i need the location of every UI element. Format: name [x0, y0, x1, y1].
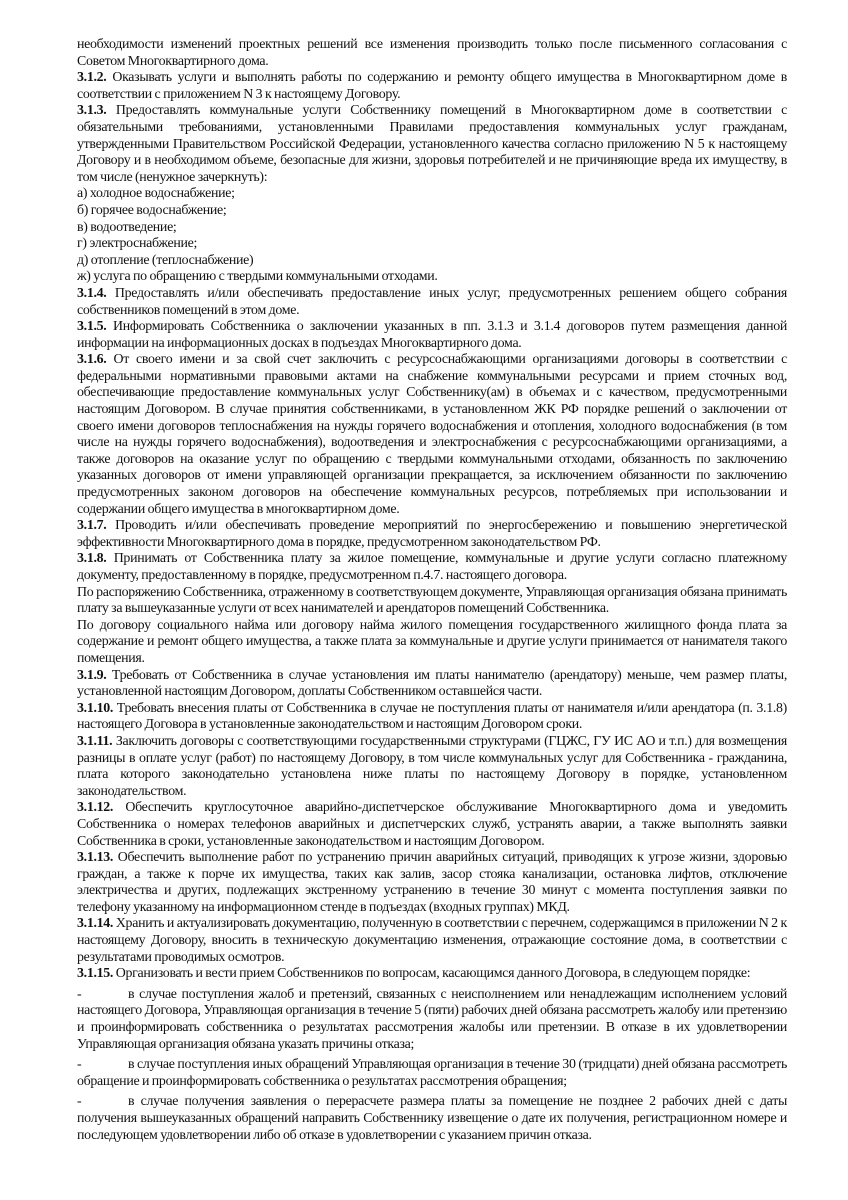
bullet-text: в случае получения заявления о перерасчете размера платы за помещение не позднее 2 рабочих дней с даты получения вышеуказанных обращений направить Собственнику извещение о дате их получения, регистрационном номере и последующем удовлетворении либо об отказе в удовлетворении с указанием причин отказа.: [77, 1094, 787, 1143]
clause-number: 3.1.4.: [77, 285, 107, 301]
list-item: б) горячее водоснабжение;: [77, 202, 227, 218]
paragraph-continuation: [77, 37, 787, 70]
clause-text: Предоставлять и/или обеспечивать предоставление иных услуг, предусмотренных решением общего собрания собственников помещений в этом доме.: [77, 285, 787, 318]
dash-marker: -: [77, 1094, 82, 1110]
clause-text: Заключить договоры с соответствующими государственными структурами (ГЦЖС, ГУ ИС АО и т.п.) для возмещения разницы в оплате услуг (работ) по настоящему Договору, в том числе коммунальных услуг для Собственника - гражданина, плата которого законодательно установлена ниже платы по настоящему Договору в порядке, установленном законодательством.: [77, 733, 787, 799]
clause-number: 3.1.2.: [77, 70, 107, 86]
clause-text: По распоряжению Собственника, отраженному в соответствующем документе, Управляющая организация обязана принимать плату за вышеуказанные услуги от всех нанимателей и арендаторов помещений Собственника.: [77, 584, 787, 617]
clause-3-1-4: [77, 286, 787, 319]
clause-text: По договору социального найма или договору найма жилого помещения государственного жилищного фонда плата за содержание и ремонт общего имущества, а также плата за коммунальные и другие услуги принимается от нанимателя такого помещения.: [77, 617, 787, 666]
clause-text: Хранить и актуализировать документацию, полученную в соответствии с перечнем, содержащимся в приложении N 2 к настоящему Договору, вносить в техническую документацию изменения, отражающие состояние дома, в соответствии с результатами проводимых осмотров.: [77, 916, 787, 965]
clause-text: Обеспечить выполнение работ по устранению причин аварийных ситуаций, приводящих к угрозе жизни, здоровью граждан, а также к порче их имущества, таких как залив, засор стояка канализации, остановка лифтов, отключение электричества и других, подлежащих экстренному устранению в течение 30 минут с момента поступления заявки по телефону указанному на информационном стенде в подъездах (входных группах) МКД.: [77, 850, 787, 915]
clause-number: 3.1.3.: [77, 103, 107, 119]
clause-3-1-11: [77, 734, 787, 800]
clause-text: Требовать внесения платы от Собственника в случае не поступления платы от нанимателя и/или арендатора (п. 3.1.8) настоящего Договора в установленные законодательством и настоящим Договором сроки.: [77, 700, 787, 733]
dash-marker: -: [77, 1057, 82, 1073]
dash-marker: -: [77, 986, 82, 1002]
clause-3-1-6: [77, 352, 787, 518]
clause-3-1-9: [77, 668, 787, 701]
clause-3-1-12: [77, 800, 787, 850]
clause-number: 3.1.15.: [77, 966, 114, 982]
clause-3-1-7: [77, 518, 787, 551]
bullet-item: [77, 1057, 787, 1090]
services-list: [77, 186, 787, 286]
clause-text: Обеспечить круглосуточное аварийно-диспетчерское обслуживание Многоквартирного дома и уведомить Собственника о номерах телефонов аварийных и диспетчерских служб, устранять аварии, а также выполнять заявки Собственника в сроки, установленные законодательством и настоящим Договором.: [77, 800, 787, 849]
list-item: а) холодное водоснабжение;: [77, 186, 235, 202]
clause-3-1-15: [77, 966, 787, 983]
list-item: д) отопление (теплоснабжение): [77, 252, 254, 268]
clause-3-1-2: [77, 70, 787, 103]
clause-3-1-14: [77, 916, 787, 966]
clause-3-1-3: [77, 103, 787, 186]
clause-text: Проводить и/или обеспечивать проведение мероприятий по энергосбережению и повышению энергетической эффективности Многоквартирного дома в порядке, предусмотренном законодательством РФ.: [77, 518, 787, 550]
clause-number: 3.1.10.: [77, 700, 114, 716]
list-item: в) водоотведение;: [77, 219, 177, 235]
clause-3-1-10: [77, 701, 787, 734]
bullet-item: [77, 987, 787, 1053]
clause-number: 3.1.14.: [77, 916, 114, 932]
clause-text: Информировать Собственника о заключении указанных в пп. 3.1.3 и 3.1.4 договоров путем размещения данной информации на информационных досках в подъездах Многоквартирного дома.: [77, 319, 787, 351]
clause-3-1-8-paragraph-2: [77, 585, 787, 618]
list-item: г) электроснабжение;: [77, 236, 198, 252]
clause-number: 3.1.13.: [77, 850, 114, 866]
clause-3-1-8-paragraph-3: [77, 618, 787, 668]
clause-number: 3.1.8.: [77, 551, 107, 567]
clause-text: От своего имени и за свой счет заключить с ресурсоснабжающими организациями договоры в соответствии с федеральными нормативными правовыми актами на снабжение коммунальными ресурсами и прием сточных вод, обеспечивающие предоставление коммунальных услуг Собственнику(ам) в объемах и с качеством, предусмотренными настоящим Договором. В случае принятия собственниками, в установленном ЖК РФ порядке решений о заключении от своего имени договоров теплоснабжения на нужды горячего водоснабжения и отопления, холодного водоснабжения (в том числе на нужды горячего водоснабжения), водоотведения и электроснабжения с ресурсоснабжающими организациями, а также договоров на оказание услуг по обращению с твердыми коммунальными отходами, обязанность по заключению указанных договоров от имени управляющей организации прекращается, за исключением обязанности по заключению предусмотренных законом договоров на обеспечение коммунальных ресурсов, потребляемых при использовании и содержании общего имущества в многоквартирном доме.: [77, 352, 787, 517]
clause-number: 3.1.7.: [77, 518, 107, 534]
clause-number: 3.1.11.: [77, 733, 113, 749]
clause-number: 3.1.5.: [77, 319, 107, 335]
bullet-text: в случае поступления жалоб и претензий, связанных с неисполнением или ненадлежащим исполнением условий настоящего Договора, Управляющая организация в течение 5 (пяти) рабочих дней обязана рассмотреть жалобу или претензию и проинформировать собственника о результатах рассмотрения жалобы или претензии. В отказе в их удовлетворении Управляющая организация обязана указать причины отказа;: [77, 986, 787, 1052]
clause-number: 3.1.12.: [77, 800, 114, 816]
clause-text: Принимать от Собственника плату за жилое помещение, коммунальные и другие услуги согласно платежному документу, предоставленному в порядке, предусмотренном п.4.7. настоящего договора.: [77, 551, 787, 583]
clause-number: 3.1.9.: [77, 667, 107, 683]
clause-3-1-8: [77, 551, 787, 584]
clause-text: Предоставлять коммунальные услуги Собственнику помещений в Многоквартирном доме в соответствии с обязательными требованиями, установленными Правилами предоставления коммунальных услуг гражданам, утвержденными Правительством Российской Федерации, установленного качества согласно приложению N 5 к настоящему Договору и в необходимом объеме, безопасные для жизни, здоровья потребителей и не причиняющие вреда их имуществу, в том числе (ненужное зачеркнуть):: [77, 103, 787, 185]
clause-text: Требовать от Собственника в случае установления им платы нанимателю (арендатору) меньше, чем размер платы, установленной настоящим Договором, доплаты Собственником оставшейся части.: [77, 667, 787, 700]
clause-text: Оказывать услуги и выполнять работы по содержанию и ремонту общего имущества в Многоквартирном доме в соответствии с приложением N 3 к настоящему Договору.: [77, 70, 787, 102]
clause-text: Организовать и вести прием Собственников по вопросам, касающимся данного Договора, в следующем порядке:: [113, 966, 751, 982]
clause-3-1-5: [77, 319, 787, 352]
clause-3-1-13: [77, 850, 787, 916]
bullet-item: [77, 1094, 787, 1144]
bullet-text: в случае поступления иных обращений Управляющая организация в течение 30 (тридцати) дней обязана рассмотреть обращение и проинформировать собственника о результатах рассмотрения обращения;: [77, 1057, 787, 1089]
paragraph-text: необходимости изменений проектных решений все изменения производить только после письменного согласования с Советом Многоквартирного дома.: [77, 37, 787, 69]
list-item: ж) услуга по обращению с твердыми коммунальными отходами.: [77, 269, 438, 285]
document-page: [77, 37, 787, 1144]
clause-number: 3.1.6.: [77, 352, 107, 368]
